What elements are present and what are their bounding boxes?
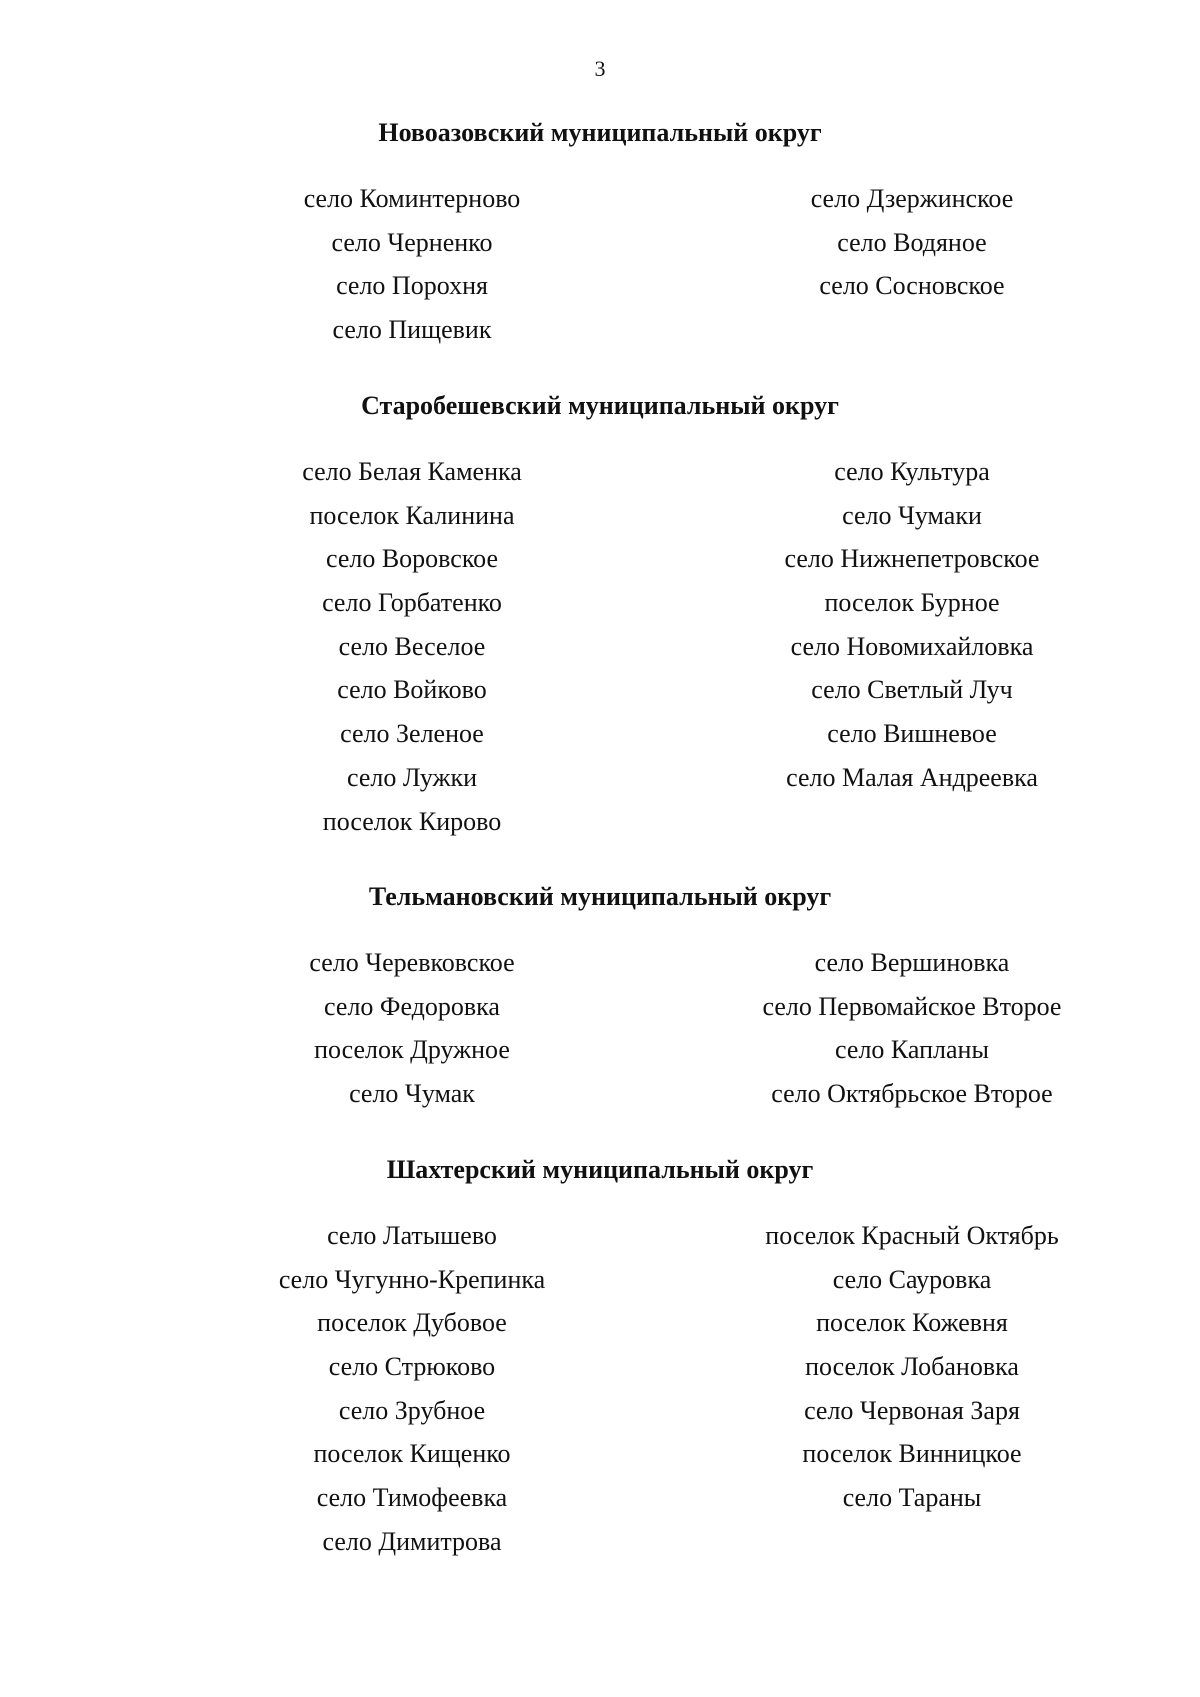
left-column [212,184,612,359]
settlement-item: село Тараны [842,1483,982,1513]
settlement-item: село Федоровка [324,991,500,1021]
settlement-item: село Вершиновка [814,948,1010,977]
settlement-item: село Зеленое [340,719,484,749]
settlement-item: село Сауровка [832,1264,992,1294]
settlement-item: поселок Красный Октябрь [765,1221,1059,1250]
section-starobeshevsky [0,391,1200,836]
settlement-item: село Черевковское [309,948,515,977]
right-column [712,457,1112,807]
settlement-item: село Зрубное [338,1395,486,1425]
page-number: 3 [594,56,606,81]
settlement-item: село Червоная Заря [804,1395,1020,1425]
settlement-item: село Новомихайловка [790,631,1034,661]
section-shakhtersky [0,1155,1200,1556]
right-column [712,184,1112,315]
settlement-item: село Войково [337,675,487,705]
settlement-item: село Чугунно-Крепинка [278,1264,546,1294]
settlement-item: село Малая Андреевка [786,762,1038,792]
settlement-item: село Чумак [349,1079,475,1109]
left-column [212,1221,612,1571]
settlement-item: село Вишневое [827,719,997,749]
settlement-item: поселок Винницкое [802,1439,1022,1469]
settlement-item: поселок Кищенко [313,1439,511,1469]
settlement-item: село Димитрова [322,1526,502,1556]
settlement-item: село Горбатенко [322,588,502,618]
section-title: Шахтерский муниципальный округ [386,1155,814,1184]
settlement-item: село Порохня [336,271,488,301]
settlement-item: село Пищевик [332,315,492,345]
settlement-item: село Тимофеевка [316,1483,508,1513]
right-column [712,1221,1112,1527]
settlement-item: поселок Кожевня [816,1308,1008,1338]
right-column [712,948,1112,1123]
settlement-item: село Чумаки [842,500,982,530]
settlement-item: поселок Кирово [322,806,502,836]
settlement-item: село Стрюково [328,1352,496,1382]
settlement-item: село Воровское [325,544,499,574]
settlement-item: село Латышево [327,1221,497,1250]
section-title: Тельмановский муниципальный округ [368,882,832,911]
settlement-item: поселок Бурное [824,588,1000,618]
settlement-item: село Коминтерново [303,184,521,213]
section-novoazovsky [0,118,1200,345]
settlement-item: село Капланы [835,1035,989,1065]
left-column [212,457,612,850]
section-title: Старобешевский муниципальный округ [361,391,839,420]
settlement-item: село Нижнепетровское [784,544,1040,574]
left-column [212,948,612,1123]
settlement-item: поселок Дружное [314,1035,510,1065]
settlement-item: поселок Лобановка [805,1352,1019,1382]
settlement-item: село Первомайское Второе [762,991,1062,1021]
settlement-item: село Дзержинское [810,184,1014,213]
settlement-item: село Культура [834,457,990,486]
settlement-item: село Октябрьское Второе [771,1079,1053,1109]
settlement-item: село Водяное [837,227,987,257]
section-telmanovsky [0,882,1200,1109]
settlement-item: село Лужки [346,762,478,792]
settlement-item: село Сосновское [819,271,1005,301]
settlement-item: поселок Дубовое [317,1308,507,1338]
settlement-item: поселок Калинина [309,500,515,530]
settlement-item: село Черненко [331,227,493,257]
settlement-item: село Светлый Луч [811,675,1013,705]
section-title: Новоазовский муниципальный округ [378,118,822,147]
settlement-item: село Веселое [338,631,486,661]
settlement-item: село Белая Каменка [302,457,522,486]
